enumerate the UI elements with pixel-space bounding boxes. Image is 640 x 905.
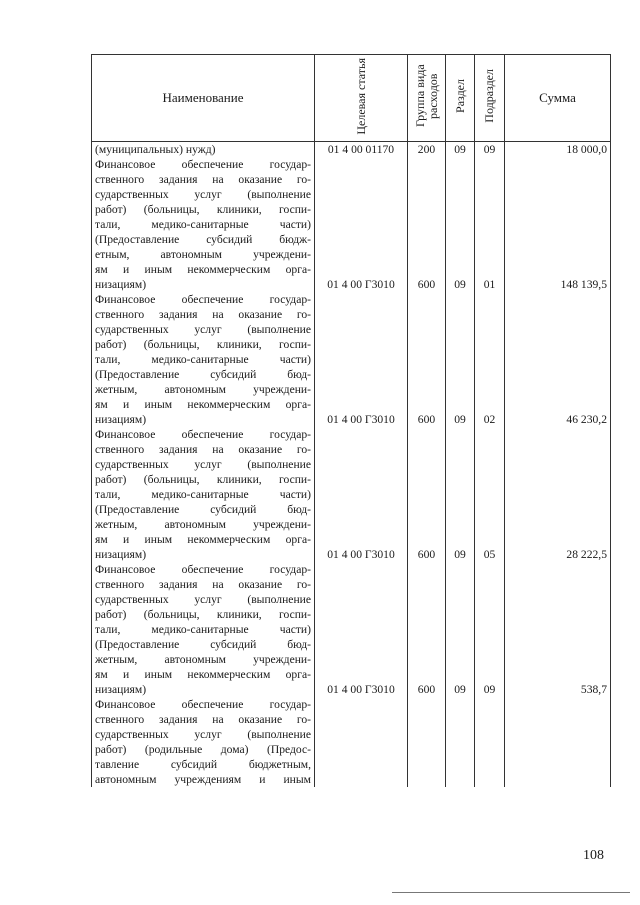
name-line: ям и иным некоммерческим орга- xyxy=(95,668,311,681)
name-line: ственного задания на оказание го- xyxy=(95,308,311,321)
page-number: 108 xyxy=(583,848,604,863)
row-sum: 46 230,2 xyxy=(505,292,611,427)
name-line: сударственных услуг (выполнение xyxy=(95,188,311,201)
row-section: 09 xyxy=(446,427,475,562)
row-section: 09 xyxy=(446,562,475,697)
row-group: 600 xyxy=(408,427,446,562)
name-line: тавление субсидий бюджетным, xyxy=(95,758,311,771)
name-line: низациям) xyxy=(95,683,147,696)
name-line: ственного задания на оказание го- xyxy=(95,713,311,726)
name-line: жетным, автономным учреждени- xyxy=(95,518,311,531)
name-line: тали, медико-санитарные части) xyxy=(95,353,311,366)
name-line: сударственных услуг (выполнение xyxy=(95,323,311,336)
budget-table xyxy=(91,54,611,787)
row-subsection: 09 xyxy=(475,142,505,158)
header-target: Целевая статья xyxy=(315,55,408,142)
name-line: автономным учреждениям и иным xyxy=(95,773,311,786)
row-target: 01 4 00 Г3010 xyxy=(315,292,408,427)
name-line: работ) (больницы, клиники, госпи- xyxy=(95,338,311,351)
row-subsection xyxy=(475,697,505,787)
name-line: Финансовое обеспечение государ- xyxy=(95,698,311,711)
row-subsection: 09 xyxy=(475,562,505,697)
name-line: тали, медико-санитарные части) xyxy=(95,218,311,231)
row-subsection: 01 xyxy=(475,157,505,292)
row-target: 01 4 00 Г3010 xyxy=(315,157,408,292)
name-line: работ) (больницы, клиники, госпи- xyxy=(95,203,311,216)
name-line: сударственных услуг (выполнение xyxy=(95,728,311,741)
header-name: Наименование xyxy=(92,55,315,142)
table-row xyxy=(92,157,611,292)
table-row xyxy=(92,292,611,427)
name-line: Финансовое обеспечение государ- xyxy=(95,158,311,171)
name-line: сударственных услуг (выполнение xyxy=(95,593,311,606)
table-row xyxy=(92,142,611,158)
table-body xyxy=(92,142,611,788)
name-line: низациям) xyxy=(95,413,147,426)
name-line: ям и иным некоммерческим орга- xyxy=(95,533,311,546)
name-line: работ) (больницы, клиники, госпи- xyxy=(95,473,311,486)
header-sum: Сумма xyxy=(505,55,611,142)
table-header-row xyxy=(92,55,611,142)
name-line: тали, медико-санитарные части) xyxy=(95,488,311,501)
row-group: 200 xyxy=(408,142,446,158)
name-line: (Предоставление субсидий бюд- xyxy=(95,503,311,516)
row-section xyxy=(446,697,475,787)
row-name xyxy=(92,697,315,787)
name-line: ям и иным некоммерческим орга- xyxy=(95,398,311,411)
row-subsection: 05 xyxy=(475,427,505,562)
name-line: тали, медико-санитарные части) xyxy=(95,623,311,636)
row-name xyxy=(92,142,315,158)
name-line: ственного задания на оказание го- xyxy=(95,173,311,186)
name-line: Финансовое обеспечение государ- xyxy=(95,428,311,441)
row-sum: 538,7 xyxy=(505,562,611,697)
name-line: ственного задания на оказание го- xyxy=(95,443,311,456)
name-line: жетным, автономным учреждени- xyxy=(95,653,311,666)
name-line: работ) (больницы, клиники, госпи- xyxy=(95,608,311,621)
name-line: Финансовое обеспечение государ- xyxy=(95,563,311,576)
header-group: Группа вида расходов xyxy=(408,55,446,142)
name-line: ям и иным некоммерческим орга- xyxy=(95,263,311,276)
header-subsection: Подраздел xyxy=(475,55,505,142)
name-line: низациям) xyxy=(95,548,147,561)
row-section: 09 xyxy=(446,157,475,292)
name-line: жетным, автономным учреждени- xyxy=(95,383,311,396)
row-group xyxy=(408,697,446,787)
row-target: 01 4 00 Г3010 xyxy=(315,427,408,562)
row-name xyxy=(92,157,315,292)
row-group: 600 xyxy=(408,157,446,292)
row-target: 01 4 00 Г3010 xyxy=(315,562,408,697)
row-target xyxy=(315,697,408,787)
name-line: (Предоставление субсидий бюд- xyxy=(95,638,311,651)
row-subsection: 02 xyxy=(475,292,505,427)
row-section: 09 xyxy=(446,142,475,158)
row-sum: 18 000,0 xyxy=(505,142,611,158)
row-sum: 28 222,5 xyxy=(505,427,611,562)
row-sum xyxy=(505,697,611,787)
row-name xyxy=(92,562,315,697)
row-sum: 148 139,5 xyxy=(505,157,611,292)
name-line: Финансовое обеспечение государ- xyxy=(95,293,311,306)
row-section: 09 xyxy=(446,292,475,427)
table-row xyxy=(92,427,611,562)
name-line: сударственных услуг (выполнение xyxy=(95,458,311,471)
footer-rule xyxy=(392,892,630,893)
row-group: 600 xyxy=(408,562,446,697)
name-line: работ) (родильные дома) (Предос- xyxy=(95,743,311,756)
name-line: (Предоставление субсидий бюдж- xyxy=(95,233,311,246)
row-name xyxy=(92,292,315,427)
row-group: 600 xyxy=(408,292,446,427)
table-row xyxy=(92,697,611,787)
table-row xyxy=(92,562,611,697)
header-section: Раздел xyxy=(446,55,475,142)
name-line: ственного задания на оказание го- xyxy=(95,578,311,591)
name-line: (муниципальных) нужд) xyxy=(95,143,216,156)
name-line: етным, автономным учреждени- xyxy=(95,248,311,261)
row-target: 01 4 00 01170 xyxy=(315,142,408,158)
name-line: низациям) xyxy=(95,278,147,291)
name-line: (Предоставление субсидий бюд- xyxy=(95,368,311,381)
row-name xyxy=(92,427,315,562)
